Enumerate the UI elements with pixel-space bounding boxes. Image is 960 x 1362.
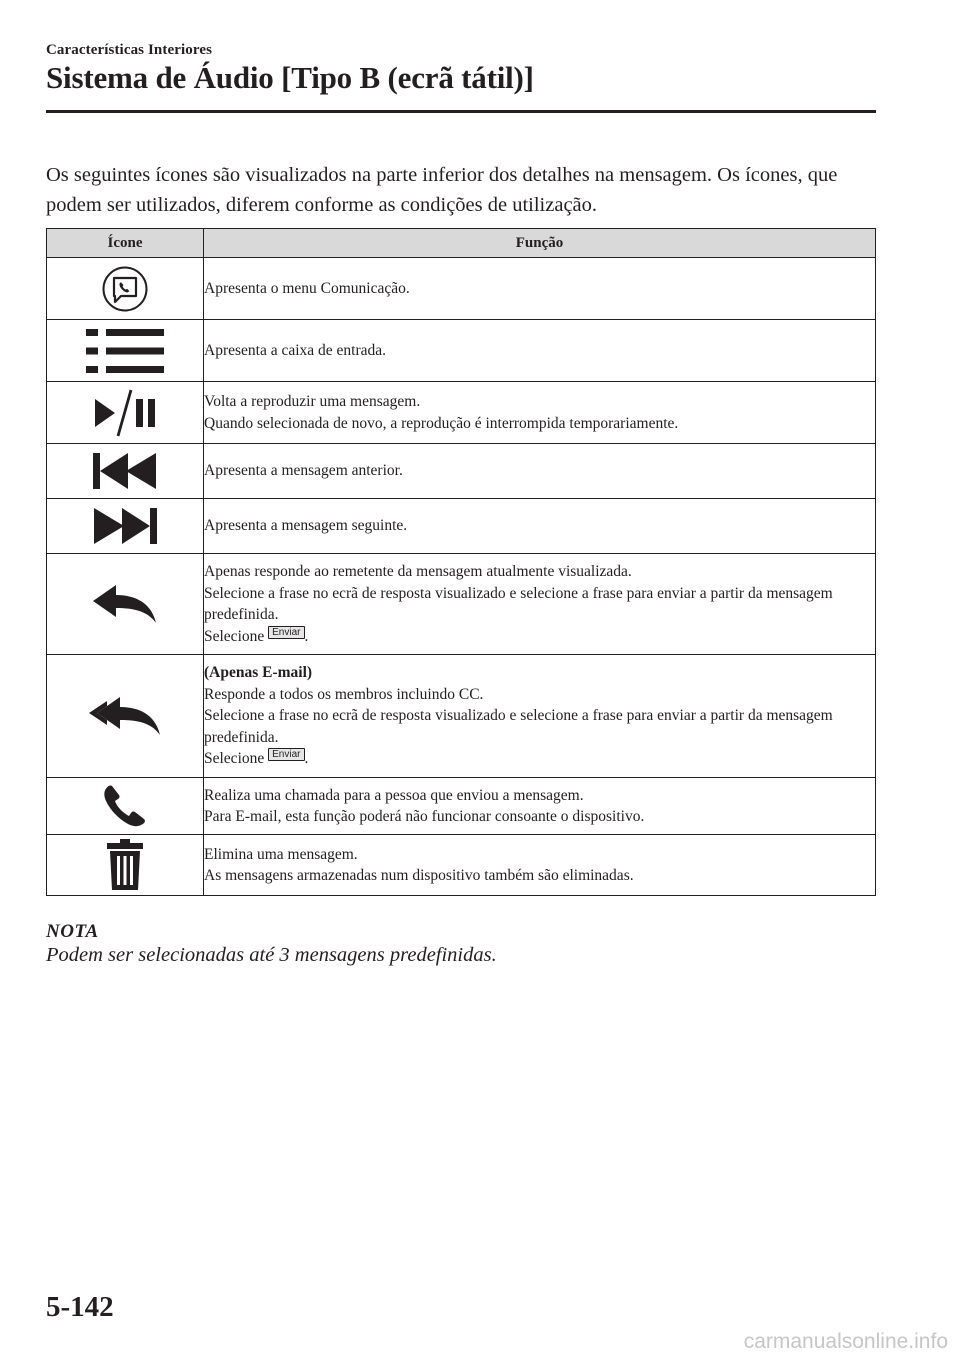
intro-paragraph: Os seguintes ícones são visualizados na parte inferior dos detalhes na mensagem. Os ícones, que podem ser utilizados, diferem conforme as condições de utilização. — [46, 164, 838, 216]
icon-cell — [47, 835, 204, 896]
function-text: Apenas responde ao remetente da mensagem atualmente visualizada. — [204, 563, 632, 580]
table-row — [47, 835, 876, 896]
icon-cell — [47, 258, 204, 320]
email-only-label: (Apenas E-mail) — [204, 664, 313, 682]
function-text: Apresenta a mensagem anterior. — [204, 462, 403, 480]
function-text: Volta a reproduzir uma mensagem. — [204, 393, 421, 410]
table-row — [47, 320, 876, 382]
page-number: 5-142 — [46, 1291, 114, 1323]
icon-cell — [47, 444, 204, 499]
table-row — [47, 444, 876, 499]
function-text: Realiza uma chamada para a pessoa que enviou a mensagem. — [204, 786, 584, 804]
next-track-icon — [93, 507, 157, 545]
function-cell — [204, 320, 876, 382]
function-text: Selecione a frase no ecrã de resposta visualizado e selecione a frase para enviar a partir da mensagem predefinida. — [204, 584, 833, 623]
column-header-icon: Ícone — [47, 229, 204, 258]
function-text: Responde a todos os membros incluindo CC. — [204, 685, 484, 703]
select-instruction: Selecione Enviar . — [204, 749, 309, 768]
play-pause-icon — [94, 388, 156, 438]
function-cell — [204, 258, 876, 320]
function-cell — [204, 655, 876, 778]
function-text: Apresenta a mensagem seguinte. — [204, 517, 408, 535]
icon-function-table — [46, 228, 876, 896]
select-label: Selecione — [204, 627, 265, 645]
function-cell — [204, 554, 876, 655]
function-text: Elimina uma mensagem. — [204, 845, 358, 863]
function-text: As mensagens armazenadas num dispositivo também são eliminadas. — [204, 867, 634, 884]
title-divider — [46, 110, 876, 113]
watermark: carmanualsonline.info — [743, 1330, 948, 1353]
function-cell — [204, 499, 876, 554]
enviar-button: Enviar — [268, 748, 304, 761]
icon-cell — [47, 320, 204, 382]
inbox-list-icon — [86, 328, 164, 374]
table-row — [47, 778, 876, 835]
phone-call-icon — [103, 784, 147, 828]
reply-icon — [92, 584, 158, 624]
function-text: Apresenta a caixa de entrada. — [204, 341, 387, 359]
section-label: Características Interiores — [46, 42, 213, 58]
function-cell — [204, 835, 876, 896]
function-text: Selecione a frase no ecrã de resposta visualizado e selecione a frase para enviar a partir da mensagem predefinida. — [204, 707, 833, 746]
function-cell — [204, 382, 876, 444]
icon-cell — [47, 382, 204, 444]
function-cell — [204, 778, 876, 835]
icon-cell — [47, 554, 204, 655]
function-text: Para E-mail, esta função poderá não funcionar consoante o dispositivo. — [204, 808, 645, 825]
communication-menu-icon — [101, 265, 149, 313]
select-instruction: Selecione Enviar . — [204, 626, 309, 645]
column-header-function: Função — [204, 229, 876, 258]
table-row — [47, 655, 876, 778]
table-header-row — [47, 229, 876, 258]
table-row — [47, 258, 876, 320]
trash-icon — [107, 839, 143, 891]
previous-track-icon — [93, 452, 157, 490]
function-cell — [204, 444, 876, 499]
enviar-button: Enviar — [268, 626, 304, 639]
reply-all-icon — [88, 696, 162, 736]
icon-cell — [47, 655, 204, 778]
table-row — [47, 382, 876, 444]
page-title: Sistema de Áudio [Tipo B (ecrã tátil)] — [46, 60, 534, 95]
note-text: Podem ser selecionadas até 3 mensagens predefinidas. — [46, 944, 497, 966]
note-heading: NOTA — [46, 921, 99, 942]
function-text: Quando selecionada de novo, a reprodução é interrompida temporariamente. — [204, 414, 679, 432]
icon-cell — [47, 499, 204, 554]
table-row — [47, 499, 876, 554]
function-text: Apresenta o menu Comunicação. — [204, 279, 410, 297]
table-row — [47, 554, 876, 655]
icon-cell — [47, 778, 204, 835]
select-label: Selecione — [204, 750, 265, 768]
